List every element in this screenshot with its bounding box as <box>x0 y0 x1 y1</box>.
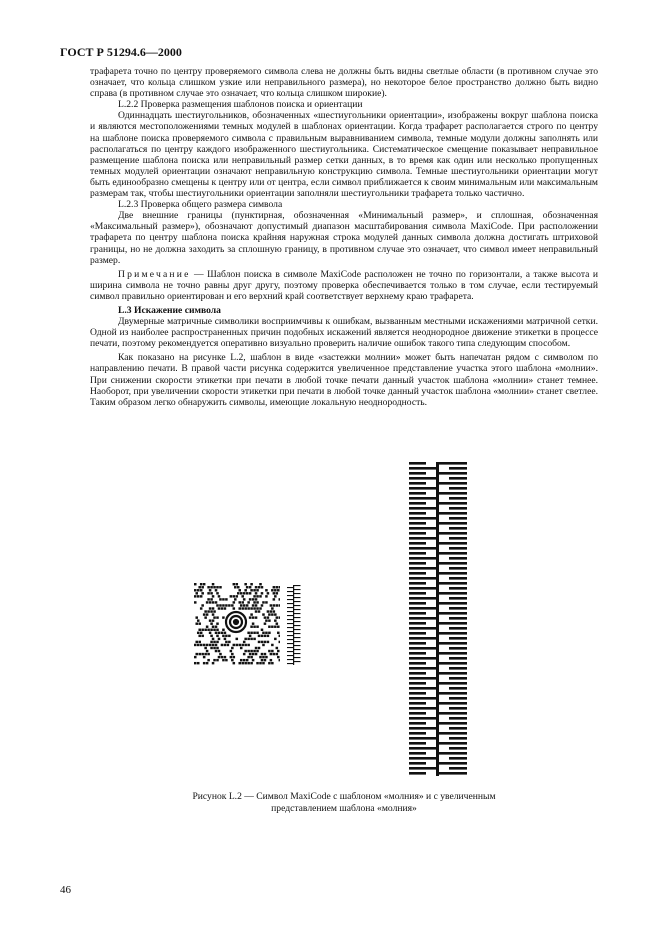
paragraph-size: Две внешние границы (пунктирная, обозначенная «Минимальный размер», и сплошная, обозначенная «Максимальный размер»), обозначают допустимый диапазон масштабирования символа MaxiCode. При расположении трафарета по центру шаблона поиска крайняя наружная строка модулей данных символа должна достигать штриховой границы, но не должна заходить за сплошную границу, в противном случае это означает, что символ имеет неправильный размер. <box>90 210 598 266</box>
maxicode-bullseye <box>224 610 248 634</box>
figure-caption <box>90 791 598 814</box>
paragraph-distortion: Двумерные матричные символики восприимчивы к ошибкам, вызванным местными искажениями матричной сетки. Одной из наиболее распространенных причин подобных искажений является неоднородное движение этикетки в процессе печати, поэтому рекомендуется оперативно визуально проверить наличие ошибок такого типа следующим способом. <box>90 316 598 350</box>
paragraph-zipper: Как показано на рисунке L.2, шаблон в виде «застежки молнии» может быть напечатан рядом с символом по направлению печати. В правой части рисунка содержится увеличенное представление участка этого шаблона «молнии». При снижении скорости этикетки при печати в любой точке печати данный участок шаблона «молнии» станет темнее. Наоборот, при увеличении скорости этикетки при печати в любой точке данный участок шаблона «молнии» станет светлее. Таким образом легко обнаружить символы, имеющие локальную неоднородность. <box>90 352 598 408</box>
paragraph-orientation: Одиннадцать шестиугольников, обозначенных «шестиугольники ориентации», изображены вокруг шаблона поиска и являются местоположениями темных модулей в шаблонах ориентации. Когда трафарет располагается строго по центру на шаблоне поиска проверяемого символа с правильным выравниванием символа, темные модули должны заполнять или располагаться по центру каждого изображенного шестиугольника. Систематическое смещение показывает неправильное размещение шаблона поиска или неправильный размер сетки данных, в то время как один или несколько пропущенных темных модулей ориентации означают неправильную конструкцию символа. Темные шестиугольники ориентации могут быть единообразно смещены к центру или от центра, если символ приближается к своим минимальным или максимальным размерам так, чтобы шестиугольники ориентации заполняли шестиугольники трафарета только частично. <box>90 110 598 200</box>
page-number: 46 <box>60 884 71 896</box>
subsection-l23: L.2.3 Проверка общего размера символа <box>118 199 283 211</box>
paragraph-continuation: трафарета точно по центру проверяемого символа слева не должны быть видны светлые области (в противном случае это означает, что кольца слишком узкие или неправильного размера), но некоторое белое пространство должно быть видно справа (в противном случае это означает, что кольца слишком широкие). <box>90 66 598 100</box>
subsection-l22: L.2.2 Проверка размещения шаблонов поиска и ориентации <box>118 99 363 111</box>
note <box>90 269 598 302</box>
note-label: Примечание <box>118 268 191 280</box>
figure-caption-line2: представлением шаблона «молния» <box>271 802 417 814</box>
body-text <box>90 66 598 408</box>
maxicode-symbol <box>194 583 280 665</box>
note-text: — Шаблон поиска в символе MaxiCode расположен не точно по горизонтали, а также высота и ширина символа не точно равны друг другу, поэтому проверка обеспечивается только в том случае, если тестируемый символ правильно ориентирован и его верхний край соответствует верхнему краю трафарета. <box>90 268 598 302</box>
document-header: ГОСТ Р 51294.6—2000 <box>60 45 182 59</box>
zipper-pattern-small <box>287 585 301 665</box>
zipper-pattern-enlarged <box>409 462 467 776</box>
section-heading-l3: L.3 Искажение символа <box>118 304 221 316</box>
figure-caption-line1: Рисунок L.2 — Символ MaxiCode с шаблоном «молния» и с увеличенным <box>192 791 496 802</box>
